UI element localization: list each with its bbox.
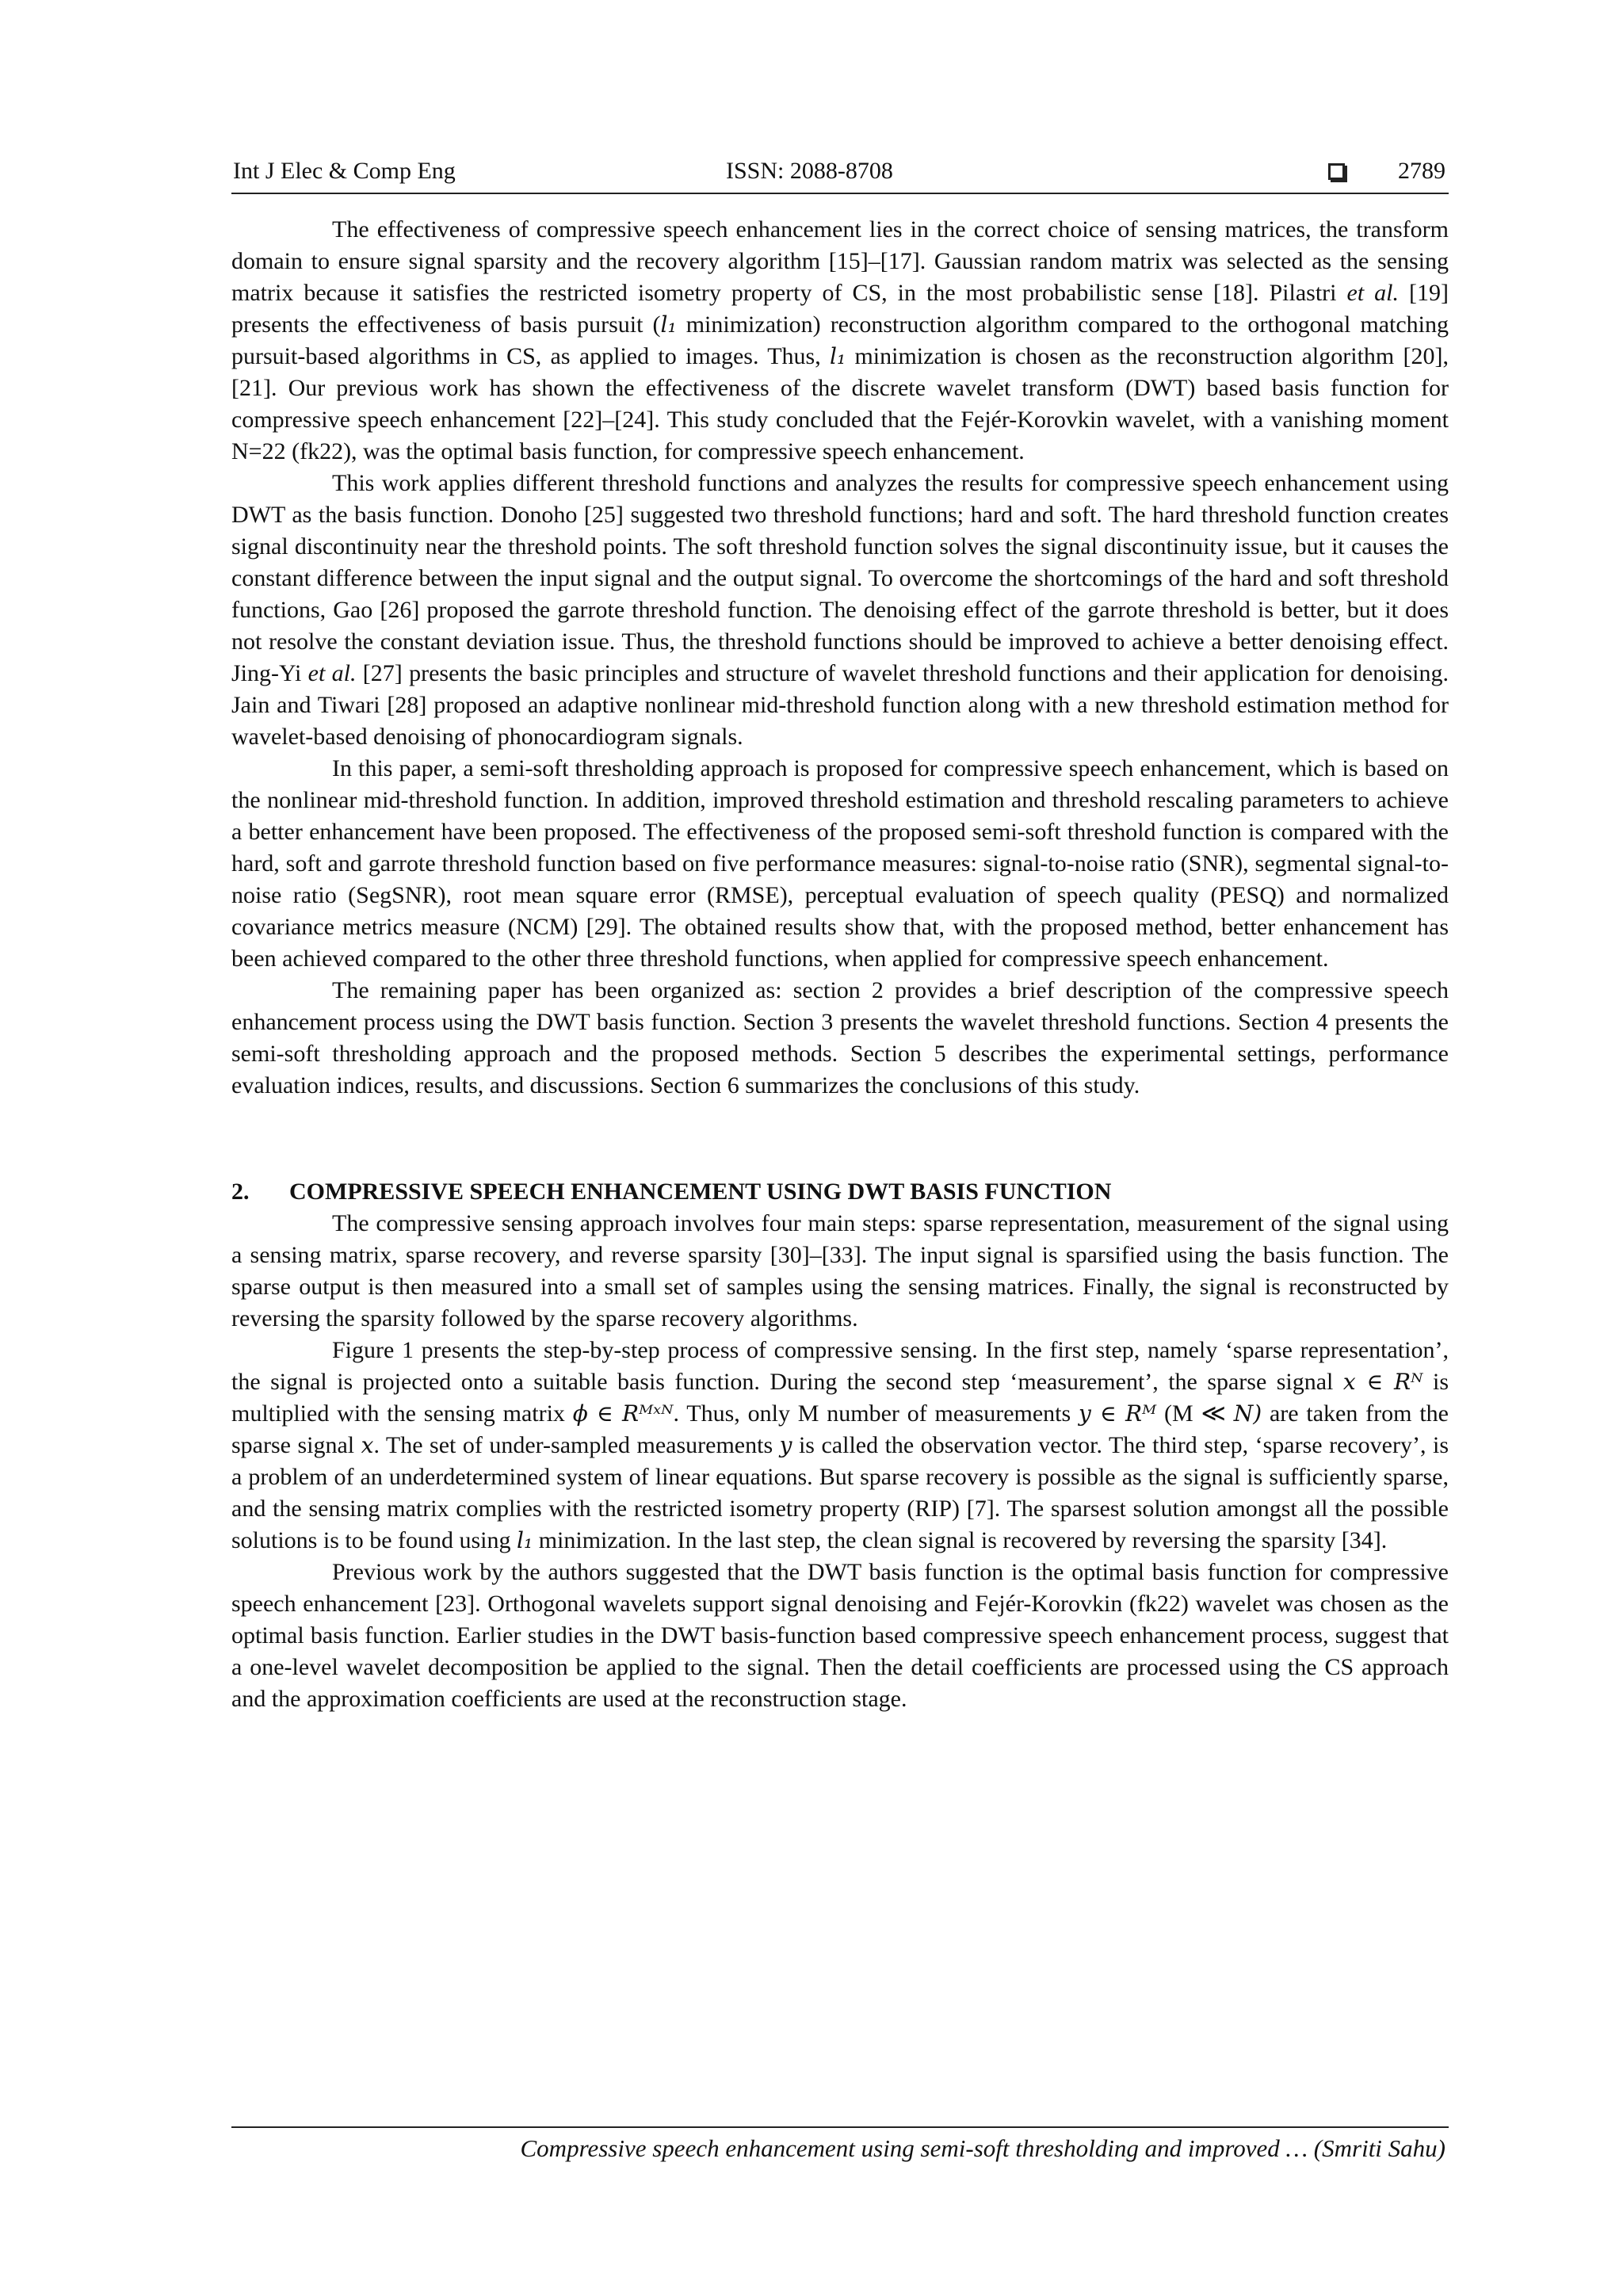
- body-text: [231, 214, 1449, 1715]
- section-number: 2.: [231, 1179, 250, 1205]
- math-n: N): [1233, 1400, 1262, 1427]
- intro-paragraph-1: The effectiveness of compressive speech enhancement lies in the correct choice of sensing matrices, the transform domain to ensure signal sparsity and the recovery algorithm [15]–[17]. Gaussian random matrix was selected as the sensing matrix because it satisfies the restricted isometry property of CS, in the most probabilistic sense [18]. Pilastri et al. [19] presents the effectiveness of basis pursuit (l₁ minimization) reconstruction algorithm compared to the orthogonal matching pursuit-based algorithms in CS, as applied to images. Thus, l₁ minimization is chosen as the reconstruction algorithm [20], [21]. Our previous work has shown the effectiveness of the discrete wavelet transform (DWT) based basis function for compressive speech enhancement [22]–[24]. This study concluded that the Fejér-Korovkin wavelet, with a vanishing moment N=22 (fk22), was the optimal basis function, for compressive speech enhancement.: [231, 216, 1449, 464]
- section2-paragraph-1: The compressive sensing approach involves four main steps: sparse representation, measurement of the signal using a sensing matrix, sparse recovery, and reverse sparsity [30]–[33]. The input signal is sparsified using the basis function. The sparse output is then measured into a small set of samples using the sensing matrices. Finally, the signal is reconstructed by reversing the sparsity followed by the sparse recovery algorithms.: [231, 1210, 1449, 1331]
- section2-paragraph-3: Previous work by the authors suggested that the DWT basis function is the optimal basis function for compressive speech enhancement [23]. Orthogonal wavelets support signal denoising and Fejér-Korovkin (fk22) wavelet was chosen as the optimal basis function. Earlier studies in the DWT basis-function based compressive speech enhancement process, suggest that a one-level wavelet decomposition be applied to the signal. Then the detail coefficients are processed using the CS approach and the approximation coefficients are used at the reconstruction stage.: [231, 1559, 1449, 1712]
- page-header: [231, 155, 1449, 194]
- math-l1: l₁: [660, 311, 677, 338]
- journal-name: Int J Elec & Comp Eng: [233, 158, 456, 184]
- section-title: COMPRESSIVE SPEECH ENHANCEMENT USING DWT BASIS FUNCTION: [289, 1179, 1112, 1205]
- math-y: y: [779, 1432, 792, 1458]
- section2-paragraph-2: Figure 1 presents the step-by-step process of compressive sensing. In the first step, namely ‘sparse representation’, the signal is projected onto a suitable basis function. During the second step ‘measurement’, the sparse signal x ∈ Rᴺ is multiplied with the sensing matrix ϕ ∈ Rᴹˣᴺ. Thus, only M number of measurements y ∈ Rᴹ (M ≪ N) are taken from the sparse signal x. The set of under-sampled measurements y is called the observation vector. The third step, ‘sparse recovery’, is a problem of an underdetermined system of linear equations. But sparse recovery is possible as the signal is sufficiently sparse, and the sensing matrix complies with the restricted isometry property (RIP) [7]. The sparsest solution amongst all the possible solutions is to be found using l₁ minimization. In the last step, the clean signal is recovered by reversing the sparsity [34].: [231, 1337, 1449, 1553]
- math-l1: l₁: [517, 1527, 533, 1553]
- math-y-in-rm: y ∈ Rᴹ: [1079, 1400, 1157, 1427]
- math-x: x: [361, 1432, 374, 1458]
- checkbox-square-icon: [1328, 163, 1345, 180]
- math-phi-in-rmn: ϕ ∈ Rᴹˣᴺ: [572, 1400, 674, 1427]
- math-x-in-rn: x ∈ Rᴺ: [1342, 1369, 1423, 1395]
- intro-paragraph-2: This work applies different threshold functions and analyzes the results for compressive speech enhancement using DWT as the basis function. Donoho [25] suggested two threshold functions; hard and soft. The hard threshold function creates signal discontinuity near the threshold points. The soft threshold function solves the signal discontinuity issue, but it causes the constant difference between the input signal and the output signal. To overcome the shortcomings of the hard and soft threshold functions, Gao [26] proposed the garrote threshold function. The denoising effect of the garrote threshold is better, but it does not resolve the constant deviation issue. Thus, the threshold functions should be improved to achieve a better denoising effect. Jing-Yi et al. [27] presents the basic principles and structure of wavelet threshold functions and their application for denoising. Jain and Tiwari [28] proposed an adaptive nonlinear mid-threshold function along with a new threshold estimation method for wavelet-based denoising of phonocardiogram signals.: [231, 470, 1449, 750]
- math-l1: l₁: [829, 343, 846, 369]
- intro-paragraph-4: The remaining paper has been organized as: section 2 provides a brief description of the compressive speech enhancement process using the DWT basis function. Section 3 presents the wavelet threshold functions. Section 4 presents the semi-soft thresholding approach and the proposed methods. Section 5 describes the experimental settings, performance evaluation indices, results, and discussions. Section 6 summarizes the conclusions of this study.: [231, 977, 1449, 1098]
- issn: ISSN: 2088-8708: [726, 158, 893, 184]
- section-heading: [231, 1176, 1449, 1208]
- running-title: Compressive speech enhancement using semi-soft thresholding and improved … (Smriti Sahu): [520, 2134, 1445, 2162]
- page-number: 2789: [1398, 158, 1445, 184]
- intro-paragraph-3: In this paper, a semi-soft thresholding approach is proposed for compressive speech enhancement, which is based on the nonlinear mid-threshold function. In addition, improved threshold estimation and threshold rescaling parameters to achieve a better enhancement have been proposed. The effectiveness of the proposed semi-soft threshold function is compared with the hard, soft and garrote threshold function based on five performance measures: signal-to-noise ratio (SNR), segmental signal-to-noise ratio (SegSNR), root mean square error (RMSE), perceptual evaluation of speech quality (PESQ) and normalized covariance metrics measure (NCM) [29]. The obtained results show that, with the proposed method, better enhancement has been achieved compared to the other three threshold functions, when applied for compressive speech enhancement.: [231, 755, 1449, 972]
- page-footer: [231, 2126, 1449, 2163]
